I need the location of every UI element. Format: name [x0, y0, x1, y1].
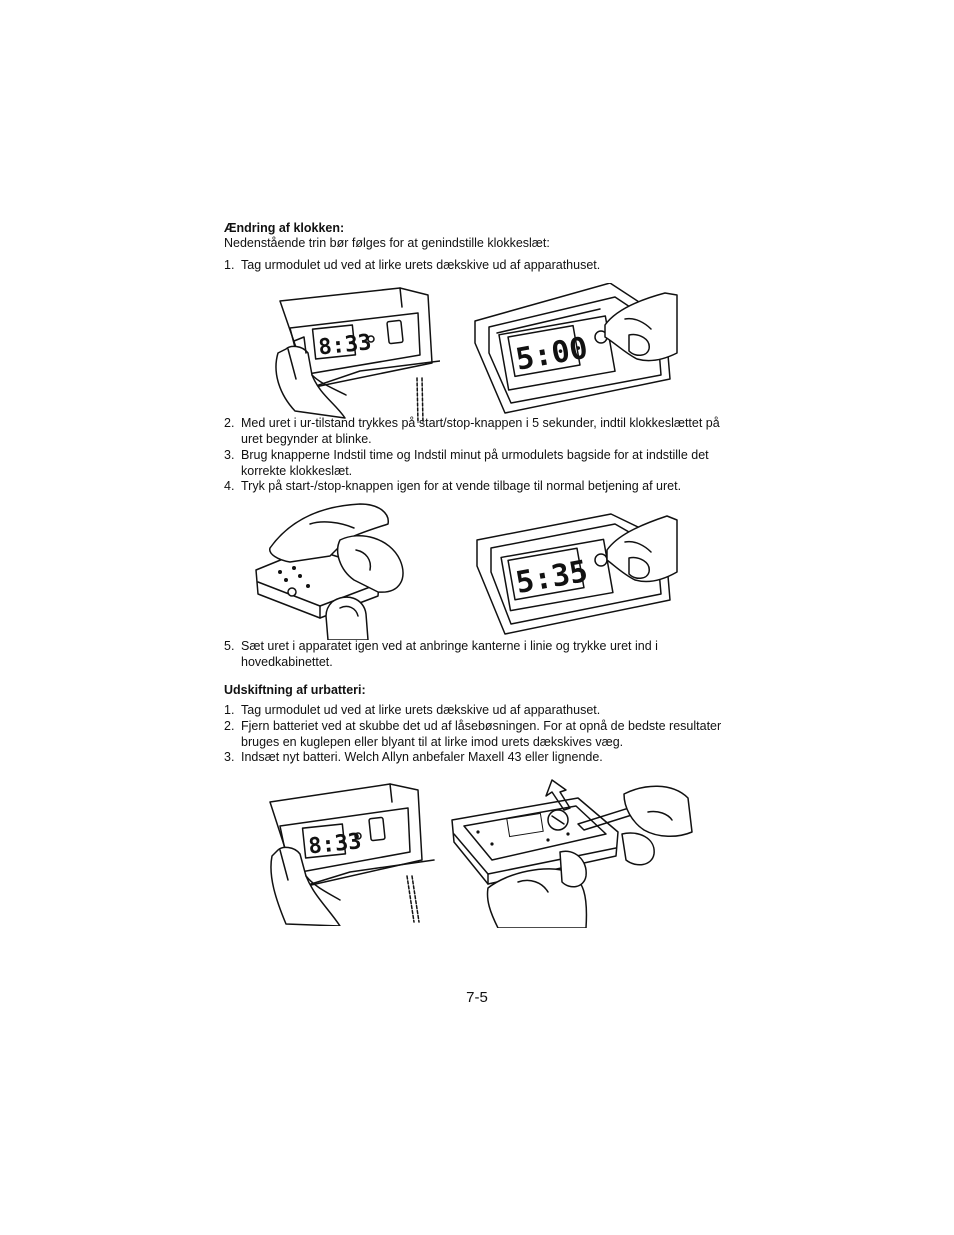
clock-display: 5:35 — [513, 554, 591, 602]
intro-text: Nedenstående trin bør følges for at genindstille klokkeslæt: — [224, 236, 550, 250]
list-item-battery-step-2: 2. Fjern batteriet ved at skubbe det ud af låsebøsningen. For at opnå de bedste resultater bruges en kuglepen eller blyant til at lirke imod urets dækskives væg. — [224, 719, 722, 749]
illustration-remove-clock-module — [250, 283, 440, 423]
heading-change-clock: Ændring af klokken: — [224, 221, 345, 235]
clock-display: 8:33 — [317, 330, 373, 361]
illustration-replace-battery — [448, 772, 698, 928]
clock-display: 5:00 — [513, 330, 591, 378]
list-item-step-3: 3. Brug knapperne Indstil time og Indstil minut på urmodulets bagside for at indstille det korrekte klokkeslæt. — [224, 448, 709, 478]
list-item-step-1: 1. Tag urmodulet ud ved at lirke urets dækskive ud af apparathuset. — [224, 258, 601, 272]
illustration-remove-clock-for-battery — [250, 776, 440, 926]
clock-display: 8:33 — [307, 829, 363, 860]
illustration-confirm-time — [465, 510, 680, 640]
page-number: 7-5 — [466, 989, 488, 1006]
list-item-step-2: 2. Med uret i ur-tilstand trykkes på start/stop-knappen i 5 sekunder, indtil klokkeslættet på uret begynder at blinke. — [224, 416, 720, 446]
list-item-battery-step-3: 3. Indsæt nyt batteri. Welch Allyn anbefaler Maxell 43 eller lignende. — [224, 750, 603, 764]
list-item-step-4: 4. Tryk på start-/stop-knappen igen for at vende tilbage til normal betjening af uret. — [224, 479, 682, 493]
illustration-set-hour-minute — [250, 500, 420, 640]
list-item-battery-step-1: 1. Tag urmodulet ud ved at lirke urets dækskive ud af apparathuset. — [224, 703, 601, 717]
list-item-step-5: 5. Sæt uret i apparatet igen ved at anbringe kanterne i linie og trykke uret ind i hovedkabinettet. — [224, 639, 658, 669]
illustration-press-start-stop — [465, 283, 680, 423]
heading-replace-battery: Udskiftning af urbatteri: — [224, 683, 366, 697]
